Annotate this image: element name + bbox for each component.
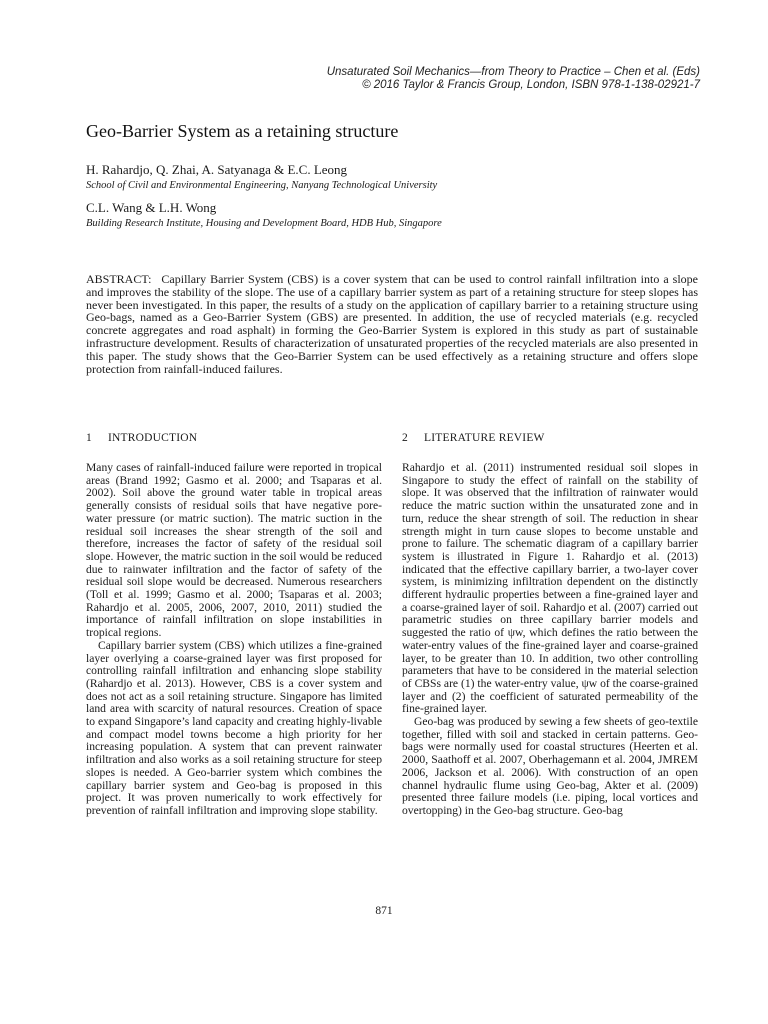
abstract-text: Capillary Barrier System (CBS) is a cover system that can be used to control rainfall infiltration into a slope and improves the stability of the slope. The use of a capillary barrier system as part of a retaining structure for steep slopes has never been investigated. In this paper, the results of a study on the application of capillary barrier to a retaining structure using Geo-bags, named as a Geo-Barrier System (GBS) are presented. In addition, the use of recycled materials (e.g. recycled concrete aggregates and road asphalt) in forming the Geo-Barrier System is explored in this study as part of sustainable infrastructure development. Results of characterization of unsaturated properties of the recycled materials are also presented in this paper. The study shows that the Geo-Barrier System can be used effectively as a retaining structure and offers slope protection from rainfall-induced failures. (86, 272, 698, 376)
left-column (86, 432, 382, 818)
introduction-paragraph-2: Capillary barrier system (CBS) which utilizes a fine-grained layer overlying a coarse-grained layer was first proposed for controlling rainfall infiltration and enhancing slope stability (Rahardjo et al. 2013). However, CBS is a cover system and does not act as a soil retaining structure. Singapore has limited land area with scarcity of natural resources. Creation of space to expand Singapore’s land capacity and creating highly-livable and compact model towns become a high priority for her increasing population. A system that can prevent rainwater infiltration and also works as a soil retaining structure for steep slopes is needed. A Geo-barrier system which combines the capillary barrier system and Geo-bag is proposed in this project. It was proven numerically to work effectively for prevention of rainfall infiltration and improving slope stability. (86, 638, 382, 817)
section-heading-literature-review (402, 432, 698, 445)
author-affiliation-group-2: Building Research Institute, Housing and Development Board, HDB Hub, Singapore (86, 218, 442, 229)
paper-title: Geo-Barrier System as a retaining structure (86, 121, 399, 141)
section-number: 1 (86, 432, 92, 444)
literature-review-paragraph-1: Rahardjo et al. (2011) instrumented residual soil slopes in Singapore to study the effect of rainfall on the stability of slope. It was observed that the infiltration of rainwater would reduce the matric suction within the unsaturated zone and in turn, reduce the shear strength of soil. The reduction in shear strength might in turn cause slopes to become unstable and prone to failure. The schematic diagram of a capillary barrier system is illustrated in Figure 1. Rahardjo et al. (2013) indicated that the effective capillary barrier, a two-layer cover system, is minimizing infiltration dependent on the distinctly different hydraulic properties between a fine-grained layer and a coarse-grained layer of soil. Rahardjo et al. (2007) carried out parametric studies on three capillary barrier models and suggested the ratio of ψw, which defines the ratio between the water-entry values of the fine-grained layer and coarse-grained layer, to be greater than 10. In addition, two other controlling parameters that have to be considered in the material selection of CBSs are (1) the water-entry value, ψw of the coarse-grained layer and (2) the coefficient of saturated permeability of the fine-grained layer. (402, 461, 698, 716)
section-title: LITERATURE REVIEW (424, 432, 545, 444)
section-number: 2 (402, 432, 408, 444)
page-number: 871 (375, 905, 393, 917)
author-names-group-2: C.L. Wang & L.H. Wong (86, 200, 217, 215)
running-head-book-title: Unsaturated Soil Mechanics—from Theory to Practice – Chen et al. (Eds) (326, 66, 700, 78)
author-names-group-1: H. Rahardjo, Q. Zhai, A. Satyanaga & E.C. Leong (86, 162, 348, 177)
running-head-copyright: © 2016 Taylor & Francis Group, London, ISBN 978-1-138-02921-7 (362, 79, 700, 91)
author-affiliation-group-1: School of Civil and Environmental Engineering, Nanyang Technological University (86, 180, 438, 191)
literature-review-paragraph-2: Geo-bag was produced by sewing a few sheets of geo-textile together, filled with soil and stacked in certain patterns. Geo-bags were normally used for coastal structures (Heerten et al. 2000, Saathoff et al. 2007, Oberhagemann et al. 2004, JMREM 2006, Jackson et al. 2006). With construction of an open channel hydraulic flume using Geo-bag, Akter et al. (2009) presented three failure models (i.e. piping, local vortices and overtopping) in the Geo-bag structure. Geo-bag (402, 715, 698, 817)
abstract (86, 273, 698, 375)
abstract-label: ABSTRACT: (86, 272, 152, 286)
introduction-paragraph-1: Many cases of rainfall-induced failure were reported in tropical areas (Brand 1992; Gasmo et al. 2000; and Tsaparas et al. 2002). Soil above the ground water table in tropical areas generally consists of residual soils that have negative pore-water pressure (or matric suction). The matric suction in the residual soil increases the shear strength of the soil and therefore, increases the factor of safety of the residual soil slope. However, the matric suction in the soil would be reduced due to rainwater infiltration and the factor of safety of the residual soil slope would be decreased. Numerous researchers (Toll et al. 1999; Gasmo et al. 2000; Tsaparas et al. 2003; Rahardjo et al. 2005, 2006, 2007, 2010, 2011) studied the importance of rainfall infiltration on slope instabilities in tropical regions. (86, 461, 382, 640)
running-head (327, 66, 700, 92)
section-heading-introduction (86, 432, 382, 445)
section-title: INTRODUCTION (108, 432, 198, 444)
right-column (402, 432, 698, 818)
